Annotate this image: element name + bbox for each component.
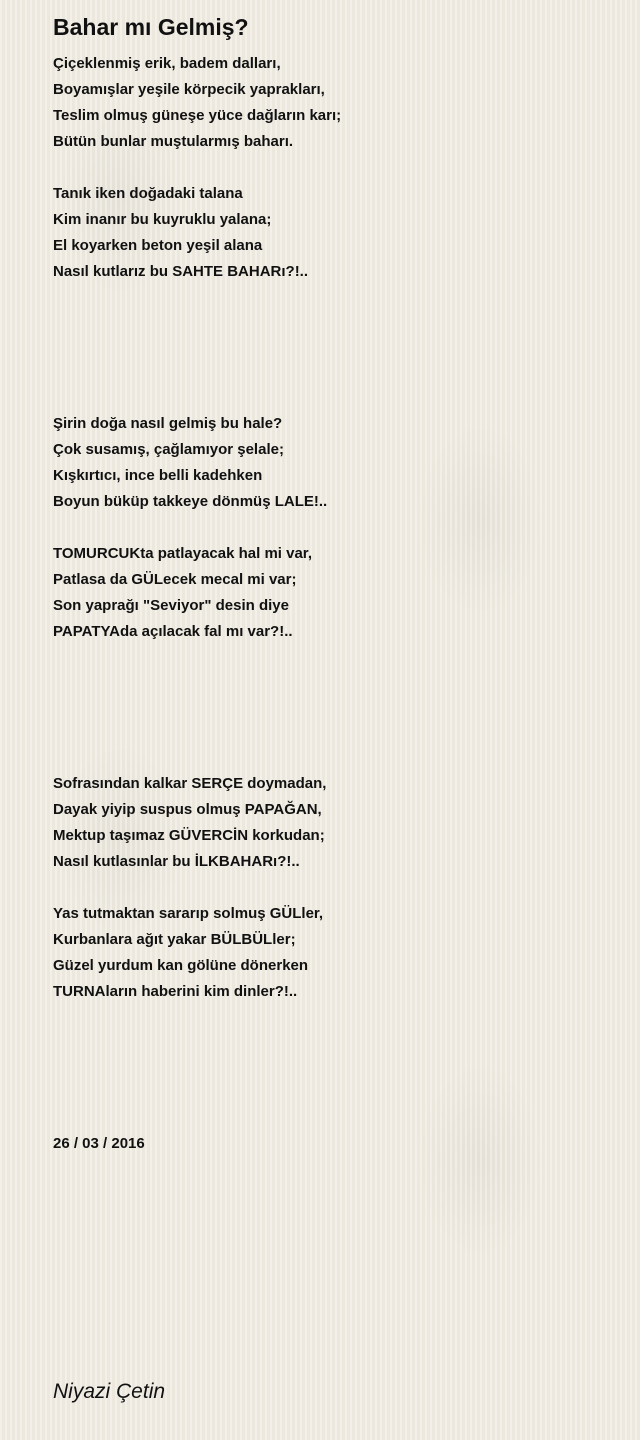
- poem-line: Çok susamış, çağlamıyor şelale;: [53, 441, 284, 458]
- poem-line: Boyun büküp takkeye dönmüş LALE!..: [53, 493, 328, 510]
- poem-line: Şirin doğa nasıl gelmiş bu hale?: [53, 415, 283, 432]
- poem-line: Teslim olmuş güneşe yüce dağların karı;: [53, 107, 342, 124]
- poem-line: Kışkırtıcı, ince belli kadehken: [53, 467, 263, 484]
- stanza-5: [53, 771, 326, 875]
- poem-line: Bütün bunlar muştularmış baharı.: [53, 133, 294, 150]
- stanza-2: [53, 181, 308, 285]
- poem-line: TOMURCUKta patlayacak hal mi var,: [53, 545, 312, 562]
- poem-line: Mektup taşımaz GÜVERCİN korkudan;: [53, 827, 325, 844]
- poem-line: Güzel yurdum kan gölüne dönerken: [53, 957, 309, 974]
- poem-line: TURNAların haberini kim dinler?!..: [53, 983, 298, 1000]
- poem-line: El koyarken beton yeşil alana: [53, 237, 263, 254]
- poem-line: Tanık iken doğadaki talana: [53, 185, 243, 202]
- poem-line: Yas tutmaktan sararıp solmuş GÜLler,: [53, 905, 324, 922]
- poem-title: Bahar mı Gelmiş?: [53, 14, 249, 40]
- poem-line: Kim inanır bu kuyruklu yalana;: [53, 211, 272, 228]
- poem-line: PAPATYAda açılacak fal mı var?!..: [53, 623, 293, 640]
- poem-line: Kurbanlara ağıt yakar BÜLBÜLler;: [53, 931, 296, 948]
- poem-line: Dayak yiyip suspus olmuş PAPAĞAN,: [53, 801, 322, 818]
- poem-line: Çiçeklenmiş erik, badem dalları,: [53, 55, 281, 72]
- stanza-1: [53, 51, 341, 155]
- poem-line: Son yaprağı "Seviyor" desin diye: [53, 597, 289, 614]
- poem-line: Boyamışlar yeşile körpecik yaprakları,: [53, 81, 325, 98]
- poem-author: Niyazi Çetin: [53, 1380, 166, 1403]
- poem-line: Nasıl kutlasınlar bu İLKBAHARı?!..: [53, 853, 300, 870]
- poem-line: Nasıl kutlarız bu SAHTE BAHARı?!..: [53, 263, 309, 280]
- stanza-4: [53, 541, 312, 645]
- stanza-6: [53, 901, 323, 1005]
- poem-date: 26 / 03 / 2016: [53, 1135, 145, 1152]
- poem-line: Sofrasından kalkar SERÇE doymadan,: [53, 775, 327, 792]
- stanza-3: [53, 411, 327, 515]
- poem-line: Patlasa da GÜLecek mecal mi var;: [53, 571, 297, 588]
